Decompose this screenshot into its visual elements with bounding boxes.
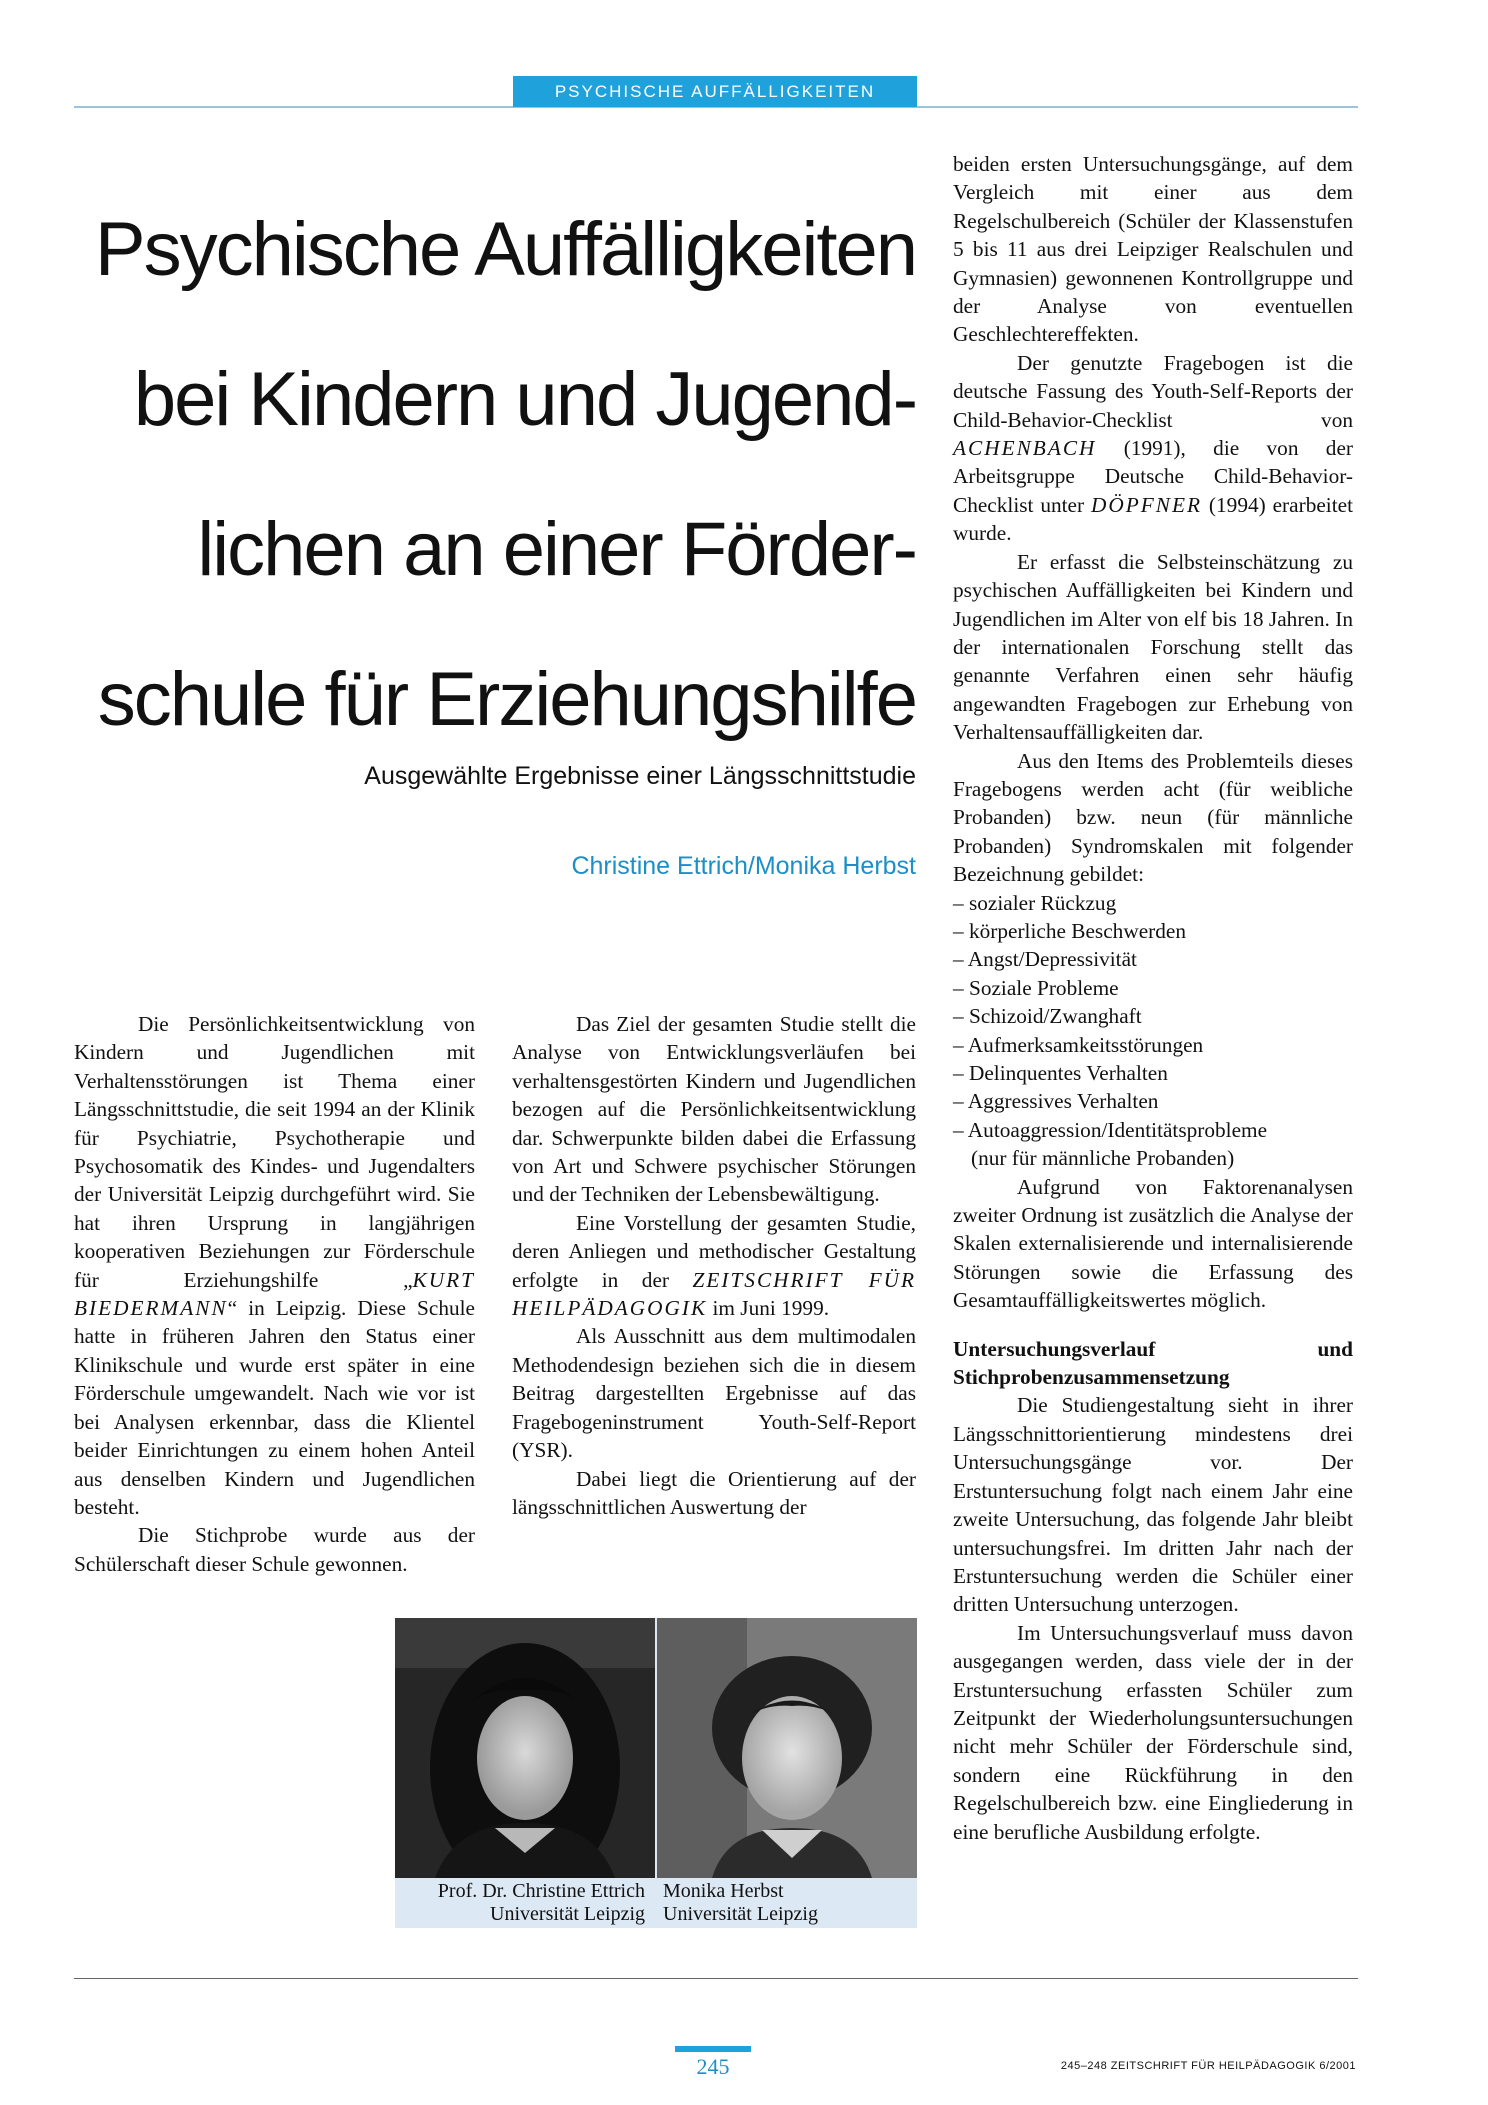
paragraph: Er erfasst die Selbsteinschätzung zu psychischen Auffälligkeiten bei Kindern und Jugendlichen im Alter von elf bis 18 Jahren. In der internationalen Forschung stellt das genannte Verfahren einen sehr häufig angewandten Fragebogen zur Erhebung von Verhaltensauffälligkeiten dar. bbox=[953, 549, 1353, 745]
footer-rule bbox=[74, 1978, 1358, 1979]
section-header: PSYCHISCHE AUFFÄLLIGKEITEN bbox=[513, 76, 917, 107]
photo-caption-left: Prof. Dr. Christine Ettrich Universität Leipzig bbox=[437, 1880, 645, 1925]
paragraph: Der genutzte Fragebogen ist die deutsche Fassung des Youth-Self-Reports der Child-Behavior-Checklist von ACHENBACH (1991), die von der Arbeitsgruppe Deutsche Child-Behavior-Checklist unter DÖPFNER (1994) erarbeitet wurde. bbox=[953, 350, 1353, 546]
list-item: – körperliche Beschwerden bbox=[953, 918, 1186, 943]
text-column-3 bbox=[953, 150, 1353, 1846]
title-line: schule für Erziehungshilfe bbox=[97, 657, 916, 742]
paragraph: Aufgrund von Faktorenanalysen zweiter Ordnung ist zusätzlich die Analyse der Skalen externalisierende und internalisierende Störungen sowie die Erfassung des Gesamtauffälligkeitswertes möglich. bbox=[953, 1174, 1353, 1313]
list-item: – Aufmerksamkeitsstörungen bbox=[953, 1032, 1204, 1057]
paragraph: Die Stichprobe wurde aus der Schülerschaft dieser Schule gewonnen. bbox=[74, 1523, 475, 1576]
list-item: – Soziale Probleme bbox=[953, 975, 1119, 1000]
title-line: bei Kindern und Jugend- bbox=[133, 357, 916, 442]
name-smallcaps: DÖPFNER bbox=[1091, 492, 1203, 517]
author-photos bbox=[395, 1618, 917, 1928]
section-heading: Untersuchungsverlauf und Stichprobenzusammensetzung bbox=[953, 1336, 1353, 1390]
paragraph: Eine Vorstellung der gesamten Studie, deren Anliegen und methodischer Gestaltung erfolgte in der ZEITSCHRIFT FÜR HEILPÄDAGOGIK im Juni 1999. bbox=[512, 1210, 916, 1321]
paragraph: Die Persönlichkeitsentwicklung von Kindern und Jugendlichen mit Verhaltensstörungen ist Thema einer Längsschnittstudie, die seit 1994 an der Klinik für Psychiatrie, Psychotherapie und Psychosomatik des Kindes- und Jugendalters der Universität Leipzig durchgeführt wird. Sie hat ihren Ursprung in langjährigen kooperativen Beziehungen zur Förderschule für Erziehungshilfe „KURT BIEDERMANN“ in Leipzig. Diese Schule hatte in früheren Jahren den Status einer Klinikschule und wurde erst später in eine Förderschule umgewandelt. Nach wie vor ist bei Analysen erkennbar, dass die Klientel beider Einrichtungen zu einem hohen Anteil aus denselben Kindern und Jugendlichen besteht. bbox=[74, 1012, 475, 1519]
paragraph: Als Ausschnitt aus dem multimodalen Methodendesign beziehen sich die in diesem Beitrag dargestellten Ergebnisse auf das Fragebogeninstrument Youth-Self-Report (YSR). bbox=[512, 1324, 916, 1463]
photo-caption-right: Monika Herbst Universität Leipzig bbox=[663, 1880, 818, 1925]
name-smallcaps: ACHENBACH bbox=[953, 436, 1097, 461]
list-item: – Schizoid/Zwanghaft bbox=[953, 1004, 1142, 1029]
list-item-note: (nur für männliche Probanden) bbox=[971, 1146, 1235, 1171]
list-item: – Angst/Depressivität bbox=[953, 947, 1137, 972]
article-authors: Christine Ettrich/Monika Herbst bbox=[571, 852, 916, 880]
paragraph: beiden ersten Untersuchungsgänge, auf dem Vergleich mit einer aus dem Regelschulbereich (Schüler der Klassenstufen 5 bis 11 aus drei Leipziger Realschulen und Gymnasien) gewonnenen Kontrollgruppe und der Analyse von eventuellen Geschlechtereffekten. bbox=[953, 152, 1353, 347]
list-item: – Aggressives Verhalten bbox=[953, 1089, 1159, 1114]
author-photo-ettrich bbox=[395, 1618, 655, 1878]
page-number-bar bbox=[675, 2046, 751, 2052]
journal-reference: 245–248 ZEITSCHRIFT FÜR HEILPÄDAGOGIK 6/2001 bbox=[1060, 2060, 1356, 2072]
article-subtitle: Ausgewählte Ergebnisse einer Längsschnittstudie bbox=[364, 762, 916, 790]
name-smallcaps: KURT BIEDERMANN bbox=[74, 1267, 475, 1321]
author-photo-herbst bbox=[657, 1618, 917, 1878]
paragraph: Das Ziel der gesamten Studie stellt die Analyse von Entwicklungsverläufen bei verhaltensgestörten Kindern und Jugendlichen bezogen auf die Persönlichkeitsentwicklung dar. Schwerpunkte bilden dabei die Erfassung von Art und Schwere psychischer Störungen und der Techniken der Lebensbewältigung. bbox=[512, 1012, 916, 1207]
syndrome-scale-list bbox=[953, 889, 1353, 1173]
article-title bbox=[40, 175, 916, 775]
paragraph: Die Studiengestaltung sieht in ihrer Längsschnittorientierung mindestens drei Untersuchungsgänge vor. Der Erstuntersuchung folgt nach einem Jahr eine zweite Untersuchung, das folgende Jahr bleibt untersuchungsfrei. Im dritten Jahr nach der Erstuntersuchung werden die Schüler einer dritten Untersuchung unterzogen. bbox=[953, 1393, 1353, 1617]
paragraph: Dabei liegt die Orientierung auf der längsschnittlichen Auswertung der bbox=[512, 1466, 916, 1519]
title-line: Psychische Auffälligkeiten bbox=[94, 207, 916, 292]
journal-name-smallcaps: ZEITSCHRIFT FÜR HEILPÄDAGOGIK bbox=[512, 1267, 916, 1321]
text-column-2 bbox=[512, 1010, 916, 1521]
text-column-1 bbox=[74, 1010, 475, 1578]
paragraph: Aus den Items des Problemteils dieses Fragebogens werden acht (für weibliche Probanden) bzw. neun (für männliche Probanden) Syndromskalen mit folgender Bezeichnung gebildet: bbox=[953, 748, 1353, 887]
list-item: – Delinquentes Verhalten bbox=[953, 1061, 1168, 1085]
paragraph: Im Untersuchungsverlauf muss davon ausgegangen werden, dass viele der in der Erstuntersuchung erfassten Schüler zum Zeitpunkt der Wiederholungsuntersuchungen nicht mehr Schüler der Förderschule sind, sondern eine Rückführung in den Regelschulbereich bzw. eine Eingliederung in eine berufliche Ausbildung erfolgte. bbox=[953, 1620, 1353, 1844]
page-number: 245 bbox=[696, 2054, 730, 2079]
list-item: – sozialer Rückzug bbox=[953, 890, 1117, 915]
list-item: – Autoaggression/Identitätsprobleme bbox=[953, 1117, 1268, 1142]
title-line: lichen an einer Förder- bbox=[197, 507, 916, 592]
